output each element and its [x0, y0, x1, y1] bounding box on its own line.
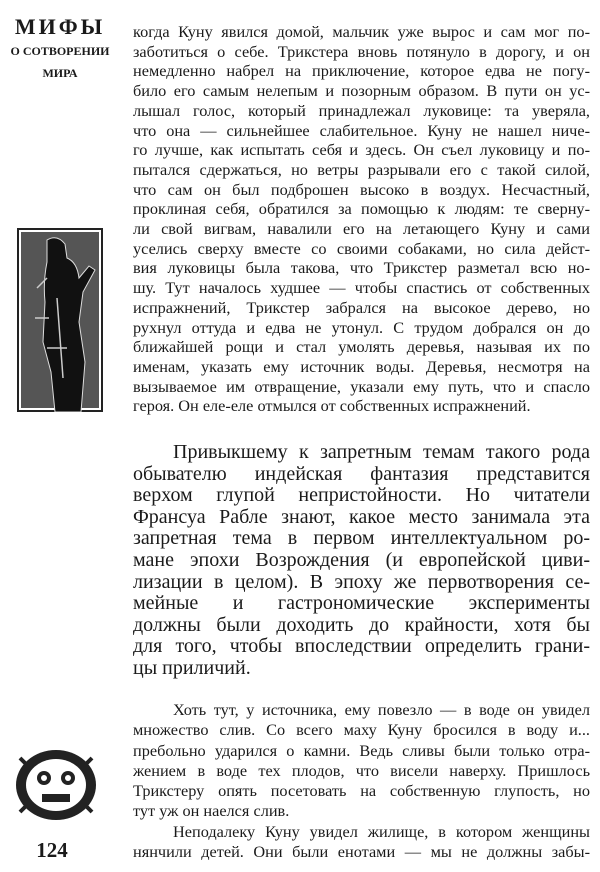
text-line: именам, указать ему источник воды. Деревья, несмотря на	[133, 356, 590, 376]
running-header-title: МИФЫ	[14, 14, 106, 39]
text-line: мане эпохи Возрождения (и европейской циви-	[133, 549, 590, 571]
figure-illustration	[17, 228, 103, 412]
text-line: заботиться о себе. Трикстера вновь потянуло в дорогу, и он	[133, 41, 590, 61]
text-line: лышал голос, который принадлежал луковице: та уверяла,	[133, 100, 590, 120]
text-line: жением в воде тех плодов, что висели наверху. Пришлось	[133, 760, 590, 780]
text-line: пытался сдержаться, но ветры разрывали его с такой силой,	[133, 159, 590, 179]
page-number: 124	[36, 838, 68, 862]
text-line: Неподалеку Куну увидел жилище, в котором женщины	[173, 821, 590, 841]
text-line: ли свой вигвам, навалили его на летающего Куну и сами	[133, 219, 590, 239]
text-line: рухнул оттуда и едва не утонул. С трудом добрался он до	[133, 317, 590, 337]
text-line: проклиная себя, обратился за помощью к людям: те сверну-	[133, 199, 590, 219]
text-line: лизации в целом). В эпоху же первотворения се-	[133, 571, 590, 593]
text-line: множество слив. Со всего маху Куну бросился в воду и...	[133, 720, 590, 740]
text-line: вызываемое им отвращение, указали ему путь, что и спасло	[133, 376, 590, 396]
text-line: ближайшей рощи и стал умолять деревья, называя их по	[133, 337, 590, 357]
paragraph-narrative	[133, 700, 590, 862]
text-line: цы приличий.	[133, 657, 251, 679]
text-line: героя. Он еле-еле отмылся от собственных испражнений.	[133, 396, 531, 416]
text-line: го лучше, как испытать себя и здесь. Он съел луковицу и по-	[133, 140, 590, 160]
text-line: пребольно ударился о камни. Ведь сливы были только отра-	[133, 740, 590, 760]
text-line: мейные и гастрономические эксперименты	[133, 593, 590, 615]
text-line: когда Куну явился домой, мальчик уже вырос и сам мог по-	[133, 22, 590, 41]
text-line: вия луковицы была такова, что Трикстер разметал всю но-	[133, 258, 590, 278]
text-line: для того, чтобы впоследствии определить грани-	[133, 636, 590, 658]
ornament-icon	[14, 748, 98, 822]
text-line: Привыкшему к запретным темам такого рода	[173, 442, 590, 463]
text-line: тут уж он наелся слив.	[133, 801, 290, 821]
text-line: должны были доходить до крайности, хотя бы	[133, 614, 590, 636]
text-line: немедленно набрел на приключение, которое едва не погу-	[133, 61, 590, 81]
text-line: что сам он был подброшен высоко в воздух. Несчастный,	[133, 179, 590, 199]
paragraph-narrative	[133, 22, 590, 416]
running-header-subtitle: О СОТВОРЕНИИ	[10, 44, 110, 58]
text-line: нянчили детей. Они были енотами — мы не должны забы-	[133, 842, 590, 862]
text-line: испражнений, Трикстер забрался на высокое дерево, но	[133, 297, 590, 317]
text-line: обывателю индейская фантазия представится	[133, 463, 590, 485]
running-header-subtitle: МИРА	[42, 66, 78, 80]
text-line: запретная тема в первом интеллектуальном ро-	[133, 528, 590, 550]
text-line: Трикстеру опять посетовать на собственную глупость, но	[133, 781, 590, 801]
text-line: что она — сильнейшее слабительное. Куну не нашел ниче-	[133, 120, 590, 140]
text-line: Хоть тут, у источника, ему повезло — в воде он увидел	[173, 700, 590, 719]
text-line: уселись сверху вместе со своими собаками, но сила дейст-	[133, 238, 590, 258]
paragraph-commentary	[133, 442, 590, 680]
text-line: Франсуа Рабле знают, какое место занимала эта	[133, 506, 590, 528]
text-line: било его самым нелепым и позорным образом. В пути он ус-	[133, 81, 590, 101]
text-line: верхом глупой непристойности. Но читатели	[133, 485, 590, 507]
text-line: шу. Тут началось худшее — чтобы спастись от собственных	[133, 278, 590, 298]
